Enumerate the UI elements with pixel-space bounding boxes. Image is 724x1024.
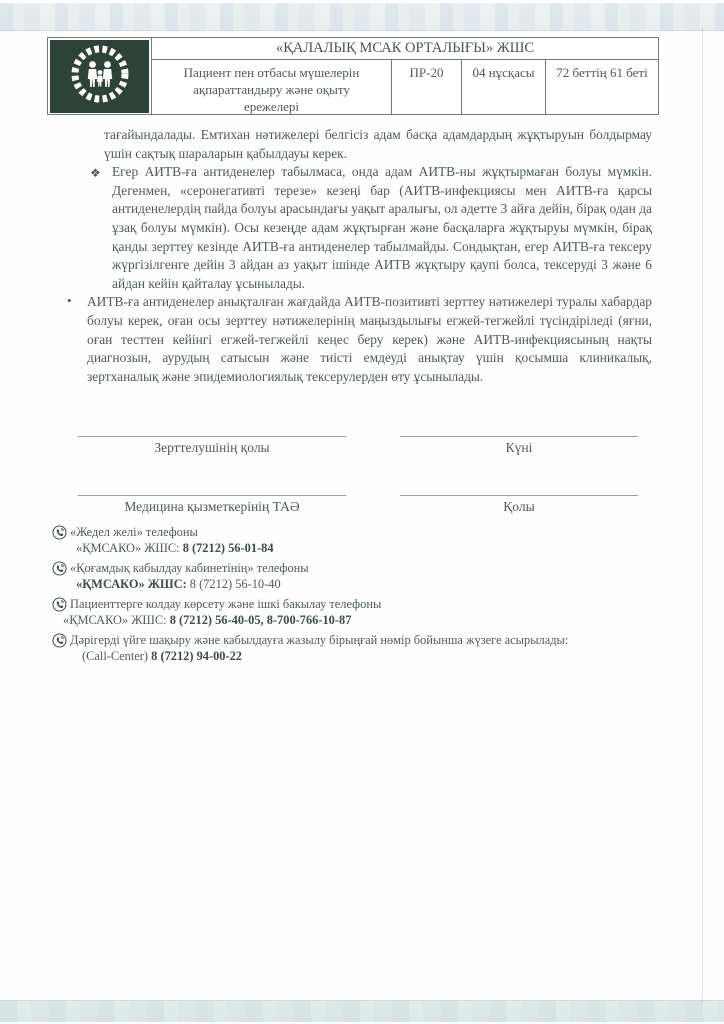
contact-item: [52, 597, 652, 628]
contact-label: Дәрігерді үйге шақыру және кабылдауға жазылу бірыңғай нөмір бойынша жүзеге асырылады:: [70, 633, 569, 647]
contact-label: Пациенттерге колдау көрсету және ішкі бакылау телефоны: [70, 597, 382, 611]
contact-org: «ҚМСАКО» ЖШС:: [63, 612, 170, 627]
signature-line-date: Күні: [400, 436, 638, 456]
document-version: 04 нұсқасы: [462, 60, 546, 115]
contact-number-line: [76, 577, 652, 593]
contact-item: [52, 633, 652, 664]
phone-icon: [52, 633, 67, 648]
page-info: 72 беттің 61 беті: [556, 65, 648, 80]
family-circle-emblem-icon: [56, 40, 144, 113]
organization-logo: [50, 40, 149, 113]
signature-line-subject: Зерттелушінің қолы: [78, 436, 346, 456]
contact-phone-number: 8 (7212) 56-40-05, 8-700-766-10-87: [169, 612, 352, 627]
list-item-text: Егер АИТВ-ға антиденелер табылмаса, онда адам АИТВ-ны жұқтырмаған болуы мүмкін. Дегенмен, «серонегативті терезе» кезеңі бар (АИТВ-инфекциясы мен АИТВ-ға қарсы антиденелердің пайда болуы арасындағы уақыт аралығы, ол әдетте 3 айға дейін, бірақ одан да ұзақ болуы мүмкін). Осы кезеңде адам жұқтырған және басқаларға жұқтыруы мүмкін, бірақ қанды зерттеу кезінде АИТВ-ға антиденелер табылмайды. Сондықтан, егер АИТВ-ға тексеру жүргізілгенге дейін 3 айдан аз уақыт ішінде АИТВ жұқтыру қаупі болса, тексеруді 3 және 6 айдан кейін қайталау ұсынылады.: [112, 164, 652, 291]
bottom-decorative-band: [0, 1000, 724, 1022]
diamond-bullet-icon: ❖: [90, 166, 101, 181]
contact-org: (Call-Center): [82, 648, 152, 663]
contact-number-line: [76, 541, 652, 557]
contact-phone-number: 8 (7212) 56-01-84: [182, 540, 274, 555]
organization-title: «ҚАЛАЛЫҚ МСАК ОРТАЛЫҒЫ» ЖШС: [152, 38, 658, 60]
phone-icon: [52, 597, 67, 612]
list-item-round: [66, 293, 652, 386]
contact-item: [52, 561, 652, 592]
paragraph-continuation: тағайындалады. Емтихан нәтижелері белгісіз адам басқа адамдардың жұқтыруын болдырмау үшін сақтық шараларын қабылдауы керек.: [104, 127, 652, 161]
phone-icon: [52, 525, 67, 540]
logo-cell: [48, 38, 152, 115]
document-header-table: [47, 37, 659, 115]
top-decorative-band: [0, 3, 724, 31]
list-item-text: АИТВ-ға антиденелер анықталған жағдайда АИТВ-позитивті зерттеу нәтижелері туралы хабардар болуы керек, оған осы зерттеу нәтижелерінің маңыздылығы егжей-тегжейлі түсіндіріледі (яғни, оған тесттен кейінгі егжей-тегжейлі кеңес беру керек) және АИТВ-инфекциясының нақты диагнозын, аурудың сатысын және тиісті емдеуді анықтау үшін қосымша клиникалық, зертханалық және эпидемиологиялық тексерулерден өту ұсынылады.: [87, 294, 652, 384]
scan-edge-line: [702, 28, 703, 1002]
document-title: Пациент пен отбасы мүшелерін ақпараттандыру және оқыту ережелері: [152, 60, 392, 115]
signature-line-medic-sign: Қолы: [400, 495, 638, 515]
contact-number-line: [82, 649, 652, 665]
contact-number-line: [63, 613, 652, 629]
contact-item: [52, 525, 652, 556]
contact-org: «ҚМСАКО» ЖШС:: [76, 576, 187, 591]
contact-org: «ҚМСАКО» ЖШС:: [76, 540, 183, 555]
signature-line-medic-name: Медицина қызметкерінің ТАӘ: [78, 495, 346, 515]
contact-label: «Жедел желі» телефоны: [70, 525, 198, 539]
contact-phone-number: 8 (7212) 56-10-40: [186, 576, 281, 591]
round-bullet-icon: •: [67, 293, 72, 309]
contacts-section: [52, 525, 652, 669]
phone-icon: [52, 561, 67, 576]
list-item-diamond: [90, 163, 652, 293]
contact-phone-number: 8 (7212) 94-00-22: [151, 648, 243, 663]
document-code: ПР-20: [392, 60, 462, 115]
document-body: [66, 126, 652, 386]
contact-label: «Қоғамдық кабылдау кабинетінің» телефоны: [70, 561, 309, 575]
